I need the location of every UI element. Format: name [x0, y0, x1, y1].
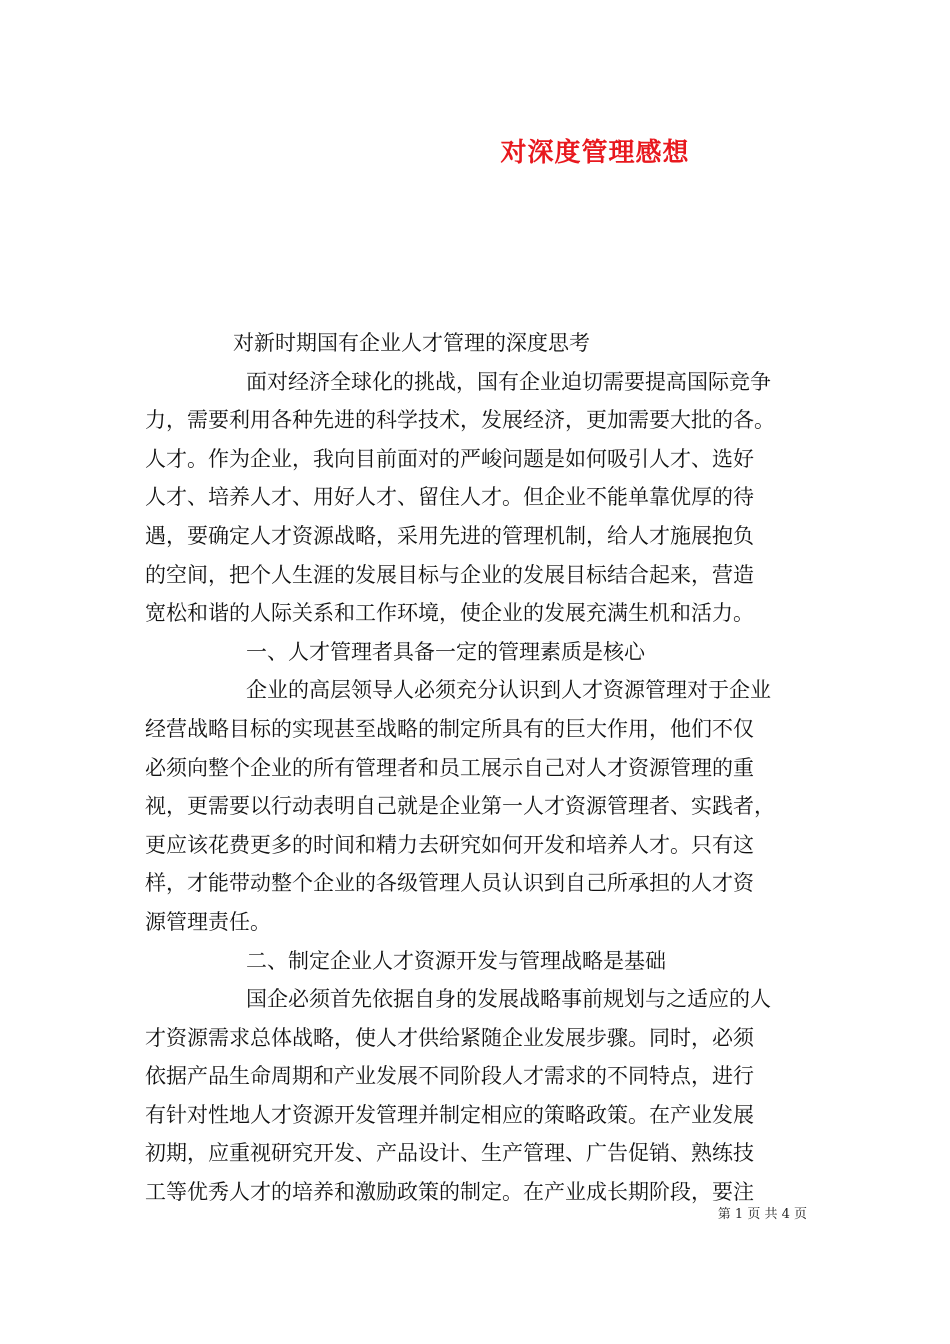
body-text-line: 必须向整个企业的所有管理者和员工展示自己对人才资源管理的重 [145, 755, 754, 780]
body-text-line: 样，才能带动整个企业的各级管理人员认识到自己所承担的人才资 [145, 871, 754, 896]
body-text-line: 视，更需要以行动表明自己就是企业第一人才资源管理者、实践者， [145, 794, 775, 819]
body-text-line: 更应该花费更多的时间和精力去研究如何开发和培养人才。只有这 [145, 832, 754, 857]
body-text-line: 宽松和谐的人际关系和工作环境，使企业的发展充满生机和活力。 [145, 601, 754, 626]
body-text-line: 有针对性地人才资源开发管理并制定相应的策略政策。在产业发展 [145, 1102, 754, 1127]
body-text-line: 的空间，把个人生涯的发展目标与企业的发展目标结合起来，营造 [145, 562, 754, 587]
body-text-line: 经营战略目标的实现甚至战略的制定所具有的巨大作用，他们不仅 [145, 716, 754, 741]
body-text-line: 才资源需求总体战略，使人才供给紧随企业发展步骤。同时，必须 [145, 1025, 754, 1050]
body-text-line: 工等优秀人才的培养和激励政策的制定。在产业成长期阶段，要注 [145, 1180, 754, 1205]
body-text-line: 初期，应重视研究开发、产品设计、生产管理、广告促销、熟练技 [145, 1141, 754, 1166]
subtitle-line: 对新时期国有企业人才管理的深度思考 [233, 331, 590, 355]
body-text-line: 源管理责任。 [145, 909, 271, 934]
document-body [145, 324, 807, 1212]
body-text-line: 人才。作为企业，我向目前面对的严峻问题是如何吸引人才、选好 [145, 446, 754, 471]
body-text-line: 企业的高层领导人必须充分认识到人才资源管理对于企业 [246, 678, 771, 703]
body-text-line: 遇，要确定人才资源战略，采用先进的管理机制，给人才施展抱负 [145, 523, 754, 548]
body-text-line: 国企必须首先依据自身的发展战略事前规划与之适应的人 [246, 987, 771, 1012]
section-heading-line: 二、制定企业人才资源开发与管理战略是基础 [246, 948, 666, 973]
page-number-footer: 第 1 页 共 4 页 [717, 1207, 807, 1222]
body-text-line: 力，需要利用各种先进的科学技术，发展经济，更加需要大批的各。 [145, 408, 775, 433]
body-text-line: 依据产品生命周期和产业发展不同阶段人才需求的不同特点，进行 [145, 1064, 754, 1089]
document-title: 对深度管理感想 [500, 138, 690, 168]
body-text-line: 人才、培养人才、用好人才、留住人才。但企业不能单靠优厚的待 [145, 485, 754, 510]
body-text-line: 面对经济全球化的挑战，国有企业迫切需要提高国际竞争 [246, 369, 771, 394]
section-heading-line: 一、人才管理者具备一定的管理素质是核心 [246, 639, 645, 664]
